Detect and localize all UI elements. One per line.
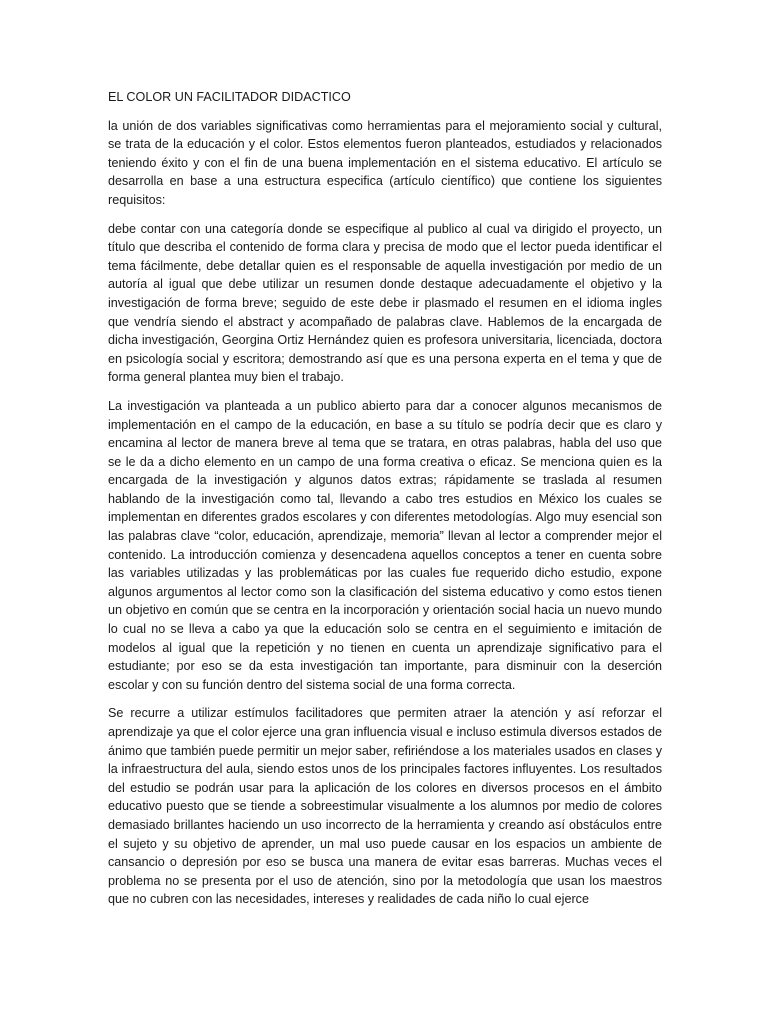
paragraph-intro: la unión de dos variables significativas como herramientas para el mejoramiento social y cultural, se trata de la educación y el color. Estos elementos fueron planteados, estudiados y relacionados teniendo éxito y con el fin de una buena implementación en el sistema educativo. El artículo se desarrolla en base a una estructura especifica (artículo científico) que contiene los siguientes requisitos:: [108, 118, 662, 207]
paragraph-stimuli: Se recurre a utilizar estímulos facilitadores que permiten atraer la atención y así reforzar el aprendizaje ya que el color ejerce una gran influencia visual e incluso estimula diversos estados de ánimo que también puede permitir un mejor saber, refiriéndose a los materiales usados en clases y la infraestructura del aula, siendo estos unos de los principales factores influyentes. Los resultados del estudio se podrán usar para la aplicación de los colores en diversos procesos en el ámbito educativo puesto que se tiende a sobreestimular visualmente a los alumnos por medio de colores demasiado brillantes haciendo un uso incorrecto de la herramienta y creando así obstáculos entre el sujeto y su objetivo de aprender, un mal uso puede causar en los espacios un ambiente de cansancio o depresión por eso se busca una manera de evitar esas barreras. Muchas veces el problema no se presenta por el uso de atención, sino por la metodología que usan los maestros que no cubren con las necesidades, intereses y realidades de cada niño lo cual ejerce: [108, 706, 662, 907]
paragraph-investigation: La investigación va planteada a un publico abierto para dar a conocer algunos mecanismos de implementación en el campo de la educación, en base a su título se podría decir que es claro y encamina al lector de manera breve al tema que se tratara, en otras palabras, habla del uso que se le da a dicho elemento en un campo de una forma creativa o eficaz. Se menciona quien es la encargada de la investigación y algunos datos extras; rápidamente se traslada al resumen hablando de la investigación como tal, llevando a cabo tres estudios en México los cuales se implementan en diferentes grados escolares y con diferentes metodologías. Algo muy esencial son las palabras clave “color, educación, aprendizaje, memoria” llevan al lector a comprender mejor el contenido. La introducción comienza y desencadena aquellos conceptos a tener en cuenta sobre las variables utilizadas y las problemáticas por las cuales fue requerido dicho estudio, expone algunos argumentos al lector como son la clasificación del sistema educativo y como estos tienen un objetivo en común que se centra en la incorporación y orientación social hacia un nuevo mundo lo cual no se lleva a cabo ya que la educación solo se centra en el seguimiento e imitación de modelos al igual que la repetición y no tienen en cuenta un aprendizaje significativo para el estudiante; por eso se da esta investigación tan importante, para disminuir con la deserción escolar y con su función dentro del sistema social de una forma correcta.: [108, 398, 662, 692]
document-page: [108, 88, 662, 919]
document-title: EL COLOR UN FACILITADOR DIDACTICO: [108, 90, 351, 104]
paragraph-requirements: debe contar con una categoría donde se especifique al publico al cual va dirigido el proyecto, un título que describa el contenido de forma clara y precisa de modo que el lector pueda identificar el tema fácilmente, debe detallar quien es el responsable de aquella investigación por medio de un autoría al igual que debe utilizar un resumen donde destaque adecuadamente el objetivo y la investigación de forma breve; seguido de este debe ir plasmado el resumen en el idioma ingles que vendría siendo el abstract y acompañado de palabras clave. Hablemos de la encargada de dicha investigación, Georgina Ortiz Hernández quien es profesora universitaria, licenciada, doctora en psicología social y escritora; demostrando así que es una persona experta en el tema y que de forma general plantea muy bien el trabajo.: [108, 221, 662, 385]
